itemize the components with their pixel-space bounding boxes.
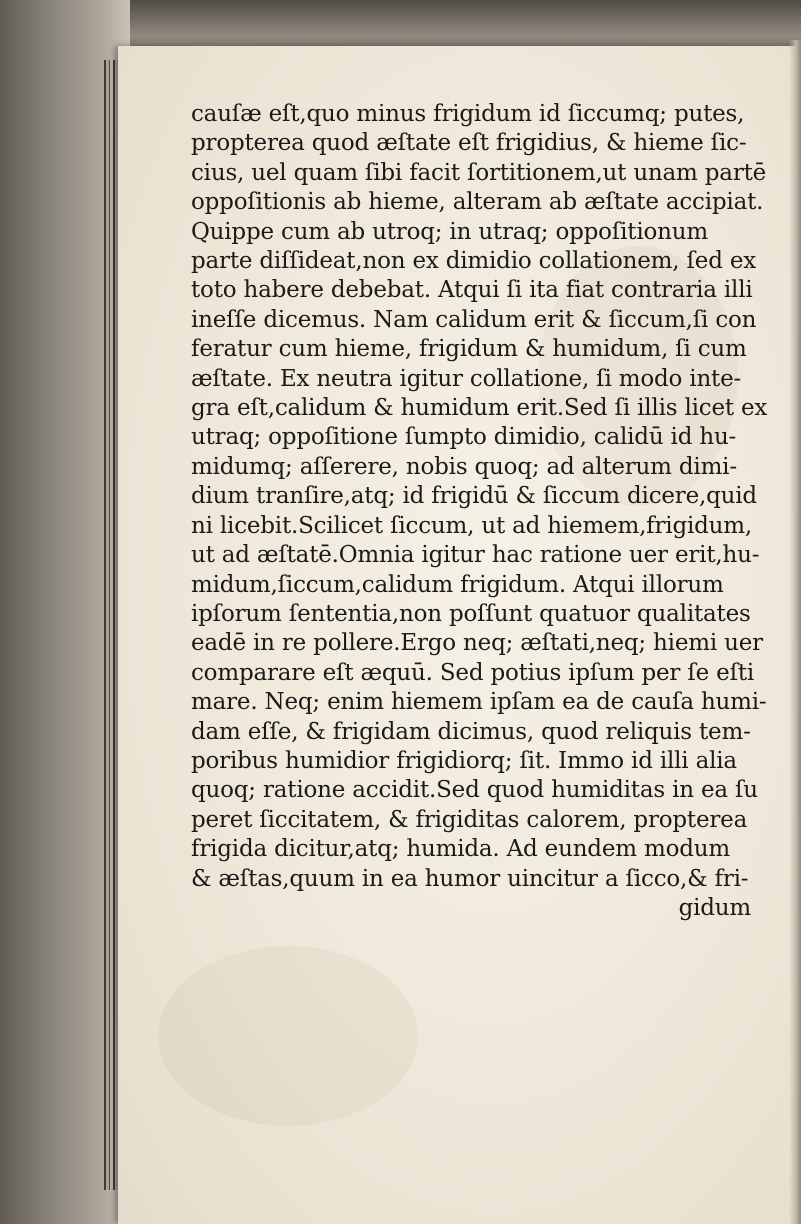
text-line: ut ad æſtatē.Omnia igitur hac ratione uer erit,hu- — [191, 542, 760, 569]
text-line: frigida dicitur,atq; humida. Ad eundem modum — [191, 836, 730, 863]
text-line: parte diſſideat,non ex dimidio collationem, ſed ex — [191, 248, 757, 275]
text-line: æſtate. Ex neutra igitur collatione, ſi modo inte- — [191, 365, 742, 392]
text-line: comparare eſt æquū. Sed potius ipſum per ſe eſti — [191, 659, 755, 686]
page-stack-edge — [104, 60, 118, 1190]
catchword: gidum — [678, 894, 751, 921]
text-line: cius, uel quam ſibi facit ſortitionem,ut unam partē — [191, 159, 767, 186]
text-line: gra eſt,calidum & humidum erit.Sed ſi illis licet ex — [191, 395, 768, 422]
text-line: & æſtas,quum in ea humor uincitur a ſicco,& fri- — [191, 865, 749, 892]
page-right-edge — [789, 40, 801, 1224]
text-line: oppoſitionis ab hieme, alteram ab æſtate accipiat. — [191, 189, 764, 216]
latin-text-block — [191, 100, 781, 923]
text-line: cauſæ eſt,quo minus frigidum id ſiccumq; putes, — [191, 101, 745, 127]
text-line: peret ſiccitatem, & frigiditas calorem, propterea — [191, 806, 748, 833]
text-line: midumq; aſſerere, nobis quoq; ad alterum dimi- — [191, 453, 737, 480]
text-line: quoq; ratione accidit.Sed quod humiditas in ea ſu — [191, 777, 758, 804]
text-line: feratur cum hieme, frigidum & humidum, ſi cum — [191, 336, 747, 363]
text-line: toto habere debebat. Atqui ſi ita fiat contraria illi — [191, 277, 753, 304]
text-line: eadē in re pollere.Ergo neq; æſtati,neq; hiemi uer — [191, 630, 763, 657]
text-line: poribus humidior frigidiorq; ſit. Immo id illi alia — [191, 747, 737, 774]
text-line: utraq; oppoſitione ſumpto dimidio, calidū id hu- — [191, 424, 737, 451]
text-line: propterea quod æſtate eſt frigidius, & hieme ſic- — [191, 130, 747, 157]
text-line: ipſorum ſententia,non poſſunt quatuor qualitates — [191, 600, 751, 627]
text-line: midum,ſiccum,calidum frigidum. Atqui illorum — [191, 571, 724, 598]
text-line: ineſſe dicemus. Nam calidum erit & ſiccum,ſi con — [191, 306, 757, 333]
text-line: ni licebit.Scilicet ſiccum, ut ad hiemem,frigidum, — [191, 512, 752, 539]
paper-stain — [158, 946, 418, 1126]
text-line: Quippe cum ab utroq; in utraq; oppoſitionum — [191, 218, 708, 245]
text-line: dam eſſe, & frigidam dicimus, quod reliquis tem- — [191, 718, 751, 745]
text-line: mare. Neq; enim hiemem ipſam ea de cauſa humi- — [191, 689, 767, 716]
text-line: dium tranſire,atq; id frigidū & ſiccum dicere,quid — [191, 483, 757, 510]
